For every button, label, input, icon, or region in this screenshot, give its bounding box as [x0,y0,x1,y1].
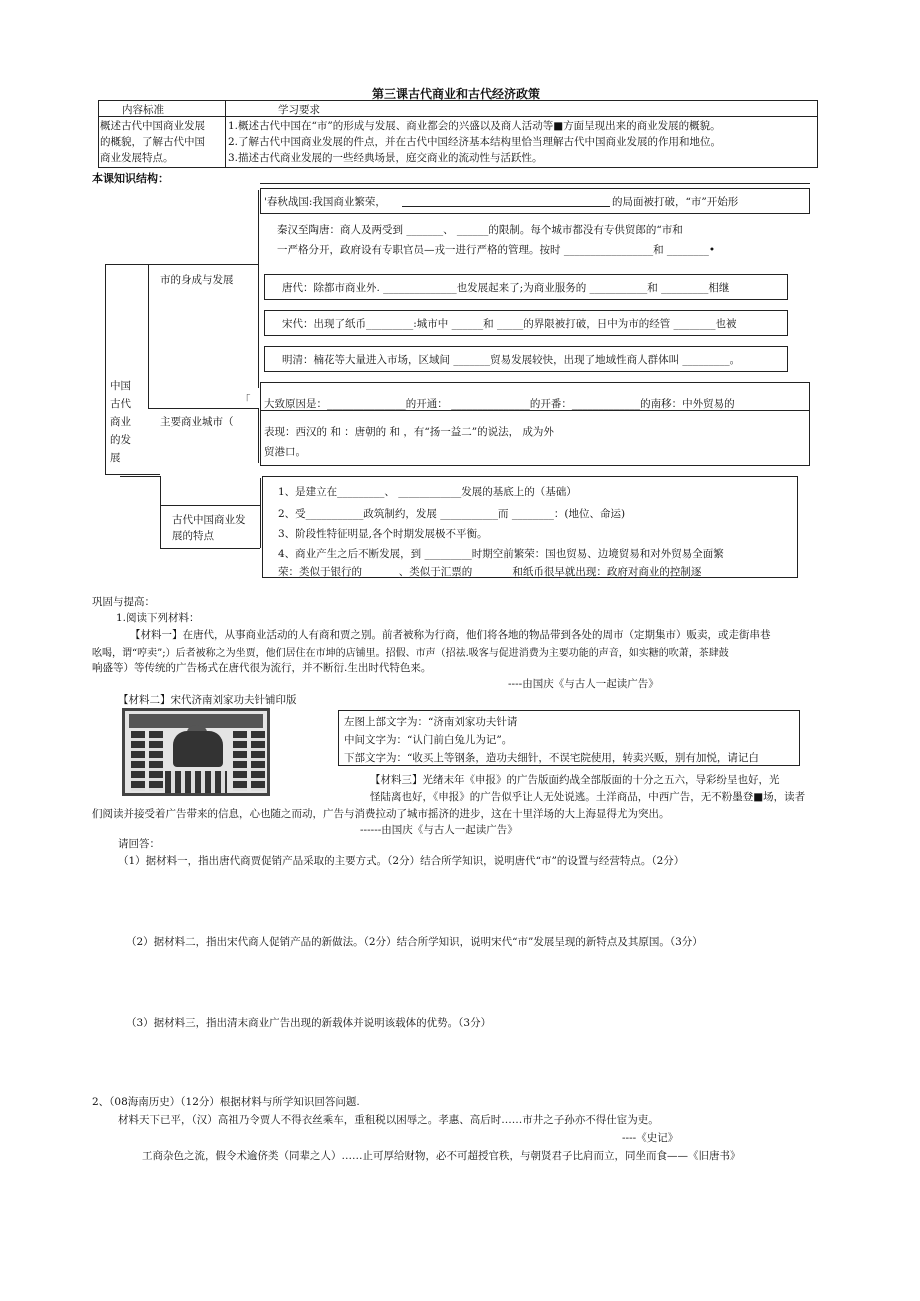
table-header-standard: 内容标准 [122,104,164,116]
feature-row-text: 1、是建立在_________、 ____________发展的基底上的（基础） [278,486,577,498]
feature-row-text: 4、商业产生之后不断发展，到 _________时期空前繁荣：国也贸易、边境贸易和对外贸易全面繁 [278,548,724,560]
q2-material-line: 材料天下已平，（汉）高祖乃令贾人不得衣丝乘车，重租税以困辱之。孝惠、高后时……市井之子孙亦不得仕宦为吏。 [118,1114,659,1126]
branch-feature-label: 展的特点 [172,530,214,542]
material2-box-line: 左图上部文字为：“济南刘家功夫针请 [344,716,518,728]
tree-line [105,264,106,474]
tree-line [148,264,149,409]
consolidation-heading: 巩固与提高： [92,596,155,608]
q2-source: ----《史记》 [622,1132,679,1144]
city-row-text: 大致原因是：_______________的开通： _______________的开番：_____________的南移：中外贸易的 [264,398,735,410]
market-row-text: 宋代：出现了纸币_________:城市中 ______和 _____的界限被打破，日中为市的经管 ________也被 [282,318,737,330]
q2-material-line: 工商杂色之流，假令术逾侪类（同辈之人）……止可厚给财物，必不可超授官秩，与朝贤君子比肩而立，同坐而食——《旧唐书》 [142,1150,741,1162]
tree-line [160,476,161,506]
material1-line: 【材料一】在唐代，从事商业活动的人有商和贾之别。前者被称为行商，他们将各地的物品带到各处的周市（定期集市）贩卖，或走街串巷 [130,629,771,641]
question-3: （3）据材料三，指出清末商业广告出现的新载体并说明该载体的优势。（3分） [126,1017,492,1029]
tree-line [258,190,259,388]
tree-line [148,264,258,265]
tree-line [160,505,161,548]
table-header-requirement: 学习要求 [278,104,320,116]
market-row-text: 一严格分开，政府设有专职官员—戎一进行严格的管理。按时 _________________和 ________• [277,244,716,256]
requirement-line: 3.描述古代商业发展的一些经典场景，庭交商业的流动性与活跃性。 [228,152,543,164]
structure-heading: 本课知识结构： [92,172,169,185]
table-header-line [98,116,818,117]
question-1: （1）据材料一，指出唐代商贾促销产品采取的主要方式。（2分）结合所学知识，说明唐代“市”的设置与经营特点。（2分） [118,855,685,867]
requirement-line: 1.概述古代中国在“市”的形成与发展、商业都会的兴盛以及商人活动等■方面呈现出来的商业发展的概貌。 [228,120,721,132]
requirement-line: 2.了解古代中国商业发展的件点，并在古代中国经济基本结构里恰当理解古代中国商业发展的作用和地位。 [228,136,722,148]
material1-line: 响盛等）等传统的广告杨式在唐代很为流行，并不断衍.生出时代特色来。 [92,662,432,674]
branch-city-label: 主要商业城市（ [160,416,234,428]
tree-root-label: 的发 [110,434,131,446]
market-row-text: 秦汉至陶唐：商人及两受到 _______、 ______的限制。每个城市都没有专供贸郎的“市和 [277,224,683,236]
material3-line: 怪陆离也好，《申报》的广告似乎让人无处说逃。土洋商品，中西广告，无不粉墨登■场，读者 [370,791,806,803]
material3-source: ------由国庆《与古人一起读广告》 [360,824,518,836]
market-row-text: '春秋战国:我国商业繁荣， [264,196,386,208]
material3-line: 们阅读并接受着广告带来的信息，心也随之而动，广告与消费拉动了城市摇济的进步，这在十里洋场的大上海显得尤为突出。 [92,808,670,820]
feature-row-text: 荣：类似于银行的_______、类似于汇票的 _______和纸币很早就出现：政府对商业的控制逐 [278,566,702,578]
tree-line [160,505,260,506]
tree-line [260,478,261,548]
tree-line [105,264,148,265]
standard-line: 商业发展特点。 [100,152,174,164]
question-2: （2）据材料二，指出宋代商人促销产品的新做法。（2分）结合所学知识，说明宋代“市”发展呈现的新特点及其原国。（3分） [126,936,703,948]
branch-feature-label: 古代中国商业发 [172,514,246,526]
table-divider [225,100,226,168]
tree-line [160,548,260,549]
tree-root-label: 中国 [110,380,131,392]
city-row-text: 表现：西汉的 和 ：唐朝的 和 ，有“扬一益二”的说法， 成为外 [264,426,554,438]
city-row-text: 贸港口。 [264,446,306,458]
q1-intro: 1.阅读下列材料： [116,612,200,624]
tree-root-label: 古代 [110,398,131,410]
needle-shop-print-image [122,708,270,796]
q2-heading: 2、（08海南历史）（12分）根据材料与所学知识回答问题. [92,1096,360,1108]
tree-root-label: 商业 [110,416,131,428]
tree-line [148,408,258,409]
tree-line [260,183,810,184]
material3-line: 【材料三】光绪末年《申报》的广告版面约战全部版面的十分之五六，导彩纷呈也好，光 [370,774,780,786]
branch-market-label: 市的身成与发展 [160,274,234,286]
tree-line [258,408,259,463]
page-title: 第三课古代商业和古代经济政策 [372,87,541,101]
material1-source: ----由国庆《与古人一起读广告》 [508,678,659,690]
market-row-text: 的局面被打破，“市”开始形 [612,196,739,208]
tree-line [120,476,160,477]
market-row-text: 唐代：除都市商业外. ______________也发展起来了;为商业服务的 ___________和 _________相继 [282,282,730,294]
market-row-text: 明清：楠花等大量进入市场，区域间 _______贸易发展较快，出现了地域性商人群体叫 _________。 [282,354,741,366]
tree-root-label: 展 [110,452,121,464]
fill-blank [402,206,610,207]
material2-title: 【材料二】宋代济南刘家功夫针铺印版 [118,694,297,706]
answer-prompt: 请回答： [118,838,160,850]
tree-line [105,474,160,475]
feature-row-text: 2、受___________政筑制约，发展 ___________而 ________：(地位、命运) [278,508,626,520]
standard-line: 的概貌，了解古代中国 [100,136,205,148]
feature-row-text: 3、阶段性特征明显,各个时期发展极不平衡。 [278,528,488,540]
material2-box-line: 中间文字为：“认门前白兔儿为记”。 [344,734,513,746]
material1-line: 吆喝，谓“哼卖”;）后者被称之为坐贾，他们居住在市坤的店铺里。招假、市声（招祛.吸客与促进消费为主要功能的声音，如实糖的吹萧，茶肆鼓 [92,648,729,659]
branch-city-mark: 「 [240,394,251,406]
standard-line: 概述古代中国商业发展 [100,120,205,132]
material2-box-line: 下部文字为：“收买上等钢条，造功夫细针，不误宅院使用，转卖兴贩，别有加悦，请记白 [344,752,759,764]
